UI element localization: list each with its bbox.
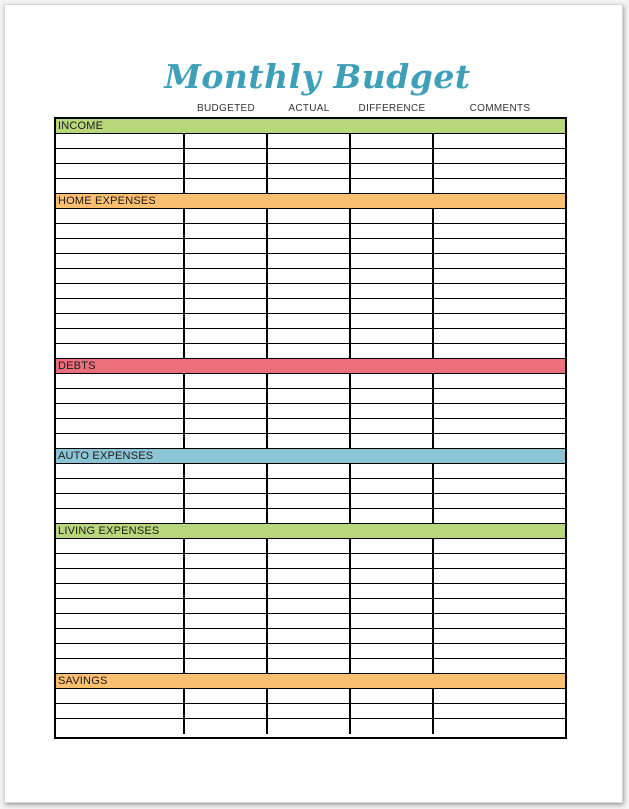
table-row [56,404,565,419]
comments-cell[interactable] [434,269,565,283]
category-cell[interactable] [56,329,185,343]
comments-cell[interactable] [434,509,565,523]
difference-cell[interactable] [351,479,434,493]
column-header-difference: DIFFERENCE [358,103,426,114]
actual-cell[interactable] [268,479,351,493]
actual-cell[interactable] [268,299,351,313]
section-living-expenses [56,524,565,674]
actual-cell[interactable] [268,239,351,253]
table-row [56,599,565,614]
table-row [56,224,565,239]
comments-cell[interactable] [434,149,565,163]
budgeted-cell[interactable] [185,644,268,658]
difference-cell[interactable] [351,494,434,508]
difference-cell[interactable] [351,164,434,178]
actual-cell[interactable] [268,224,351,238]
difference-cell[interactable] [351,629,434,643]
section-home-expenses [56,194,565,359]
comments-cell[interactable] [434,404,565,418]
comments-cell[interactable] [434,614,565,628]
actual-cell[interactable] [268,539,351,553]
budgeted-cell[interactable] [185,239,268,253]
table-row [56,329,565,344]
difference-cell[interactable] [351,284,434,298]
section-header: HOME EXPENSES [56,194,565,209]
actual-cell[interactable] [268,689,351,703]
comments-cell[interactable] [434,479,565,493]
category-cell[interactable] [56,464,185,478]
budgeted-cell[interactable] [185,284,268,298]
actual-cell[interactable] [268,434,351,448]
column-headers [0,103,629,117]
table-row [56,164,565,179]
budgeted-cell[interactable] [185,179,268,193]
budgeted-cell[interactable] [185,434,268,448]
budgeted-cell[interactable] [185,254,268,268]
category-cell[interactable] [56,374,185,388]
difference-cell[interactable] [351,614,434,628]
difference-cell[interactable] [351,254,434,268]
category-cell[interactable] [56,629,185,643]
table-row [56,509,565,524]
comments-cell[interactable] [434,659,565,673]
actual-cell[interactable] [268,164,351,178]
category-cell[interactable] [56,554,185,568]
actual-cell[interactable] [268,644,351,658]
table-row [56,464,565,479]
category-cell[interactable] [56,599,185,613]
comments-cell[interactable] [434,464,565,478]
column-header-actual: ACTUAL [288,103,330,114]
budgeted-cell[interactable] [185,614,268,628]
budgeted-cell[interactable] [185,494,268,508]
budgeted-cell[interactable] [185,479,268,493]
difference-cell[interactable] [351,404,434,418]
table-row [56,374,565,389]
budgeted-cell[interactable] [185,134,268,148]
difference-cell[interactable] [351,329,434,343]
category-cell[interactable] [56,269,185,283]
category-cell[interactable] [56,344,185,358]
difference-cell[interactable] [351,509,434,523]
category-cell[interactable] [56,509,185,523]
comments-cell[interactable] [434,419,565,433]
category-cell[interactable] [56,149,185,163]
actual-cell[interactable] [268,314,351,328]
comments-cell[interactable] [434,344,565,358]
budgeted-cell[interactable] [185,329,268,343]
difference-cell[interactable] [351,419,434,433]
section-income [56,119,565,194]
comments-cell[interactable] [434,539,565,553]
budgeted-cell[interactable] [185,164,268,178]
actual-cell[interactable] [268,509,351,523]
actual-cell[interactable] [268,599,351,613]
category-cell[interactable] [56,644,185,658]
section-header: DEBTS [56,359,565,374]
table-row [56,149,565,164]
budgeted-cell[interactable] [185,629,268,643]
actual-cell[interactable] [268,614,351,628]
comments-cell[interactable] [434,374,565,388]
budget-table [54,117,567,739]
actual-cell[interactable] [268,404,351,418]
column-header-comments: COMMENTS [469,103,531,114]
category-cell[interactable] [56,434,185,448]
comments-cell[interactable] [434,179,565,193]
table-row [56,614,565,629]
budgeted-cell[interactable] [185,689,268,703]
budgeted-cell[interactable] [185,464,268,478]
category-cell[interactable] [56,569,185,583]
budgeted-cell[interactable] [185,209,268,223]
table-row [56,719,565,734]
section-header: LIVING EXPENSES [56,524,565,539]
section-header: SAVINGS [56,674,565,689]
category-cell[interactable] [56,254,185,268]
comments-cell[interactable] [434,314,565,328]
comments-cell[interactable] [434,584,565,598]
table-row [56,254,565,269]
difference-cell[interactable] [351,644,434,658]
comments-cell[interactable] [434,629,565,643]
actual-cell[interactable] [268,179,351,193]
budgeted-cell[interactable] [185,569,268,583]
difference-cell[interactable] [351,599,434,613]
comments-cell[interactable] [434,689,565,703]
actual-cell[interactable] [268,419,351,433]
category-cell[interactable] [56,134,185,148]
table-row [56,644,565,659]
category-cell[interactable] [56,689,185,703]
budgeted-cell[interactable] [185,539,268,553]
actual-cell[interactable] [268,554,351,568]
category-cell[interactable] [56,479,185,493]
comments-cell[interactable] [434,299,565,313]
budgeted-cell[interactable] [185,584,268,598]
table-row [56,314,565,329]
category-cell[interactable] [56,419,185,433]
actual-cell[interactable] [268,284,351,298]
difference-cell[interactable] [351,269,434,283]
budgeted-cell[interactable] [185,599,268,613]
category-cell[interactable] [56,614,185,628]
page-title: Monthly Budget [164,57,471,96]
table-row [56,434,565,449]
category-cell[interactable] [56,494,185,508]
budgeted-cell[interactable] [185,224,268,238]
section-header: INCOME [56,119,565,134]
actual-cell[interactable] [268,329,351,343]
section-header: AUTO EXPENSES [56,449,565,464]
difference-cell[interactable] [351,344,434,358]
difference-cell[interactable] [351,134,434,148]
category-cell[interactable] [56,179,185,193]
comments-cell[interactable] [434,134,565,148]
actual-cell[interactable] [268,344,351,358]
comments-cell[interactable] [434,224,565,238]
actual-cell[interactable] [268,494,351,508]
difference-cell[interactable] [351,299,434,313]
difference-cell[interactable] [351,554,434,568]
budgeted-cell[interactable] [185,419,268,433]
budgeted-cell[interactable] [185,719,268,734]
table-row [56,659,565,674]
budgeted-cell[interactable] [185,554,268,568]
table-row [56,284,565,299]
actual-cell[interactable] [268,464,351,478]
comments-cell[interactable] [434,569,565,583]
comments-cell[interactable] [434,284,565,298]
actual-cell[interactable] [268,134,351,148]
table-row [56,134,565,149]
section-auto-expenses [56,449,565,524]
comments-cell[interactable] [434,554,565,568]
category-cell[interactable] [56,389,185,403]
table-row [56,419,565,434]
table-row [56,569,565,584]
actual-cell[interactable] [268,629,351,643]
category-cell[interactable] [56,719,185,734]
difference-cell[interactable] [351,464,434,478]
difference-cell[interactable] [351,704,434,718]
comments-cell[interactable] [434,434,565,448]
budgeted-cell[interactable] [185,314,268,328]
actual-cell[interactable] [268,719,351,734]
table-row [56,344,565,359]
table-row [56,629,565,644]
difference-cell[interactable] [351,719,434,734]
comments-cell[interactable] [434,704,565,718]
difference-cell[interactable] [351,314,434,328]
actual-cell[interactable] [268,374,351,388]
table-row [56,209,565,224]
difference-cell[interactable] [351,539,434,553]
budgeted-cell[interactable] [185,149,268,163]
comments-cell[interactable] [434,164,565,178]
category-cell[interactable] [56,659,185,673]
table-row [56,269,565,284]
actual-cell[interactable] [268,659,351,673]
comments-cell[interactable] [434,644,565,658]
actual-cell[interactable] [268,269,351,283]
table-row [56,239,565,254]
comments-cell[interactable] [434,389,565,403]
budgeted-cell[interactable] [185,374,268,388]
budgeted-cell[interactable] [185,659,268,673]
difference-cell[interactable] [351,374,434,388]
comments-cell[interactable] [434,254,565,268]
budgeted-cell[interactable] [185,404,268,418]
section-savings [56,674,565,734]
table-row [56,179,565,194]
table-row [56,539,565,554]
category-cell[interactable] [56,299,185,313]
budgeted-cell[interactable] [185,269,268,283]
budgeted-cell[interactable] [185,299,268,313]
category-cell[interactable] [56,314,185,328]
difference-cell[interactable] [351,179,434,193]
difference-cell[interactable] [351,209,434,223]
difference-cell[interactable] [351,434,434,448]
difference-cell[interactable] [351,689,434,703]
budgeted-cell[interactable] [185,509,268,523]
budgeted-cell[interactable] [185,389,268,403]
category-cell[interactable] [56,539,185,553]
comments-cell[interactable] [434,239,565,253]
table-row [56,299,565,314]
category-cell[interactable] [56,584,185,598]
table-row [56,704,565,719]
category-cell[interactable] [56,224,185,238]
actual-cell[interactable] [268,209,351,223]
section-debts [56,359,565,449]
budgeted-cell[interactable] [185,344,268,358]
actual-cell[interactable] [268,584,351,598]
difference-cell[interactable] [351,149,434,163]
difference-cell[interactable] [351,239,434,253]
column-header-budgeted: BUDGETED [197,103,255,114]
actual-cell[interactable] [268,389,351,403]
actual-cell[interactable] [268,704,351,718]
difference-cell[interactable] [351,224,434,238]
actual-cell[interactable] [268,254,351,268]
category-cell[interactable] [56,209,185,223]
difference-cell[interactable] [351,584,434,598]
difference-cell[interactable] [351,659,434,673]
comments-cell[interactable] [434,719,565,734]
category-cell[interactable] [56,704,185,718]
table-row [56,494,565,509]
category-cell[interactable] [56,404,185,418]
table-row [56,479,565,494]
difference-cell[interactable] [351,569,434,583]
table-row [56,554,565,569]
comments-cell[interactable] [434,329,565,343]
actual-cell[interactable] [268,569,351,583]
comments-cell[interactable] [434,494,565,508]
category-cell[interactable] [56,239,185,253]
budgeted-cell[interactable] [185,704,268,718]
table-row [56,584,565,599]
table-row [56,689,565,704]
actual-cell[interactable] [268,149,351,163]
comments-cell[interactable] [434,599,565,613]
comments-cell[interactable] [434,209,565,223]
category-cell[interactable] [56,284,185,298]
difference-cell[interactable] [351,389,434,403]
table-row [56,389,565,404]
category-cell[interactable] [56,164,185,178]
